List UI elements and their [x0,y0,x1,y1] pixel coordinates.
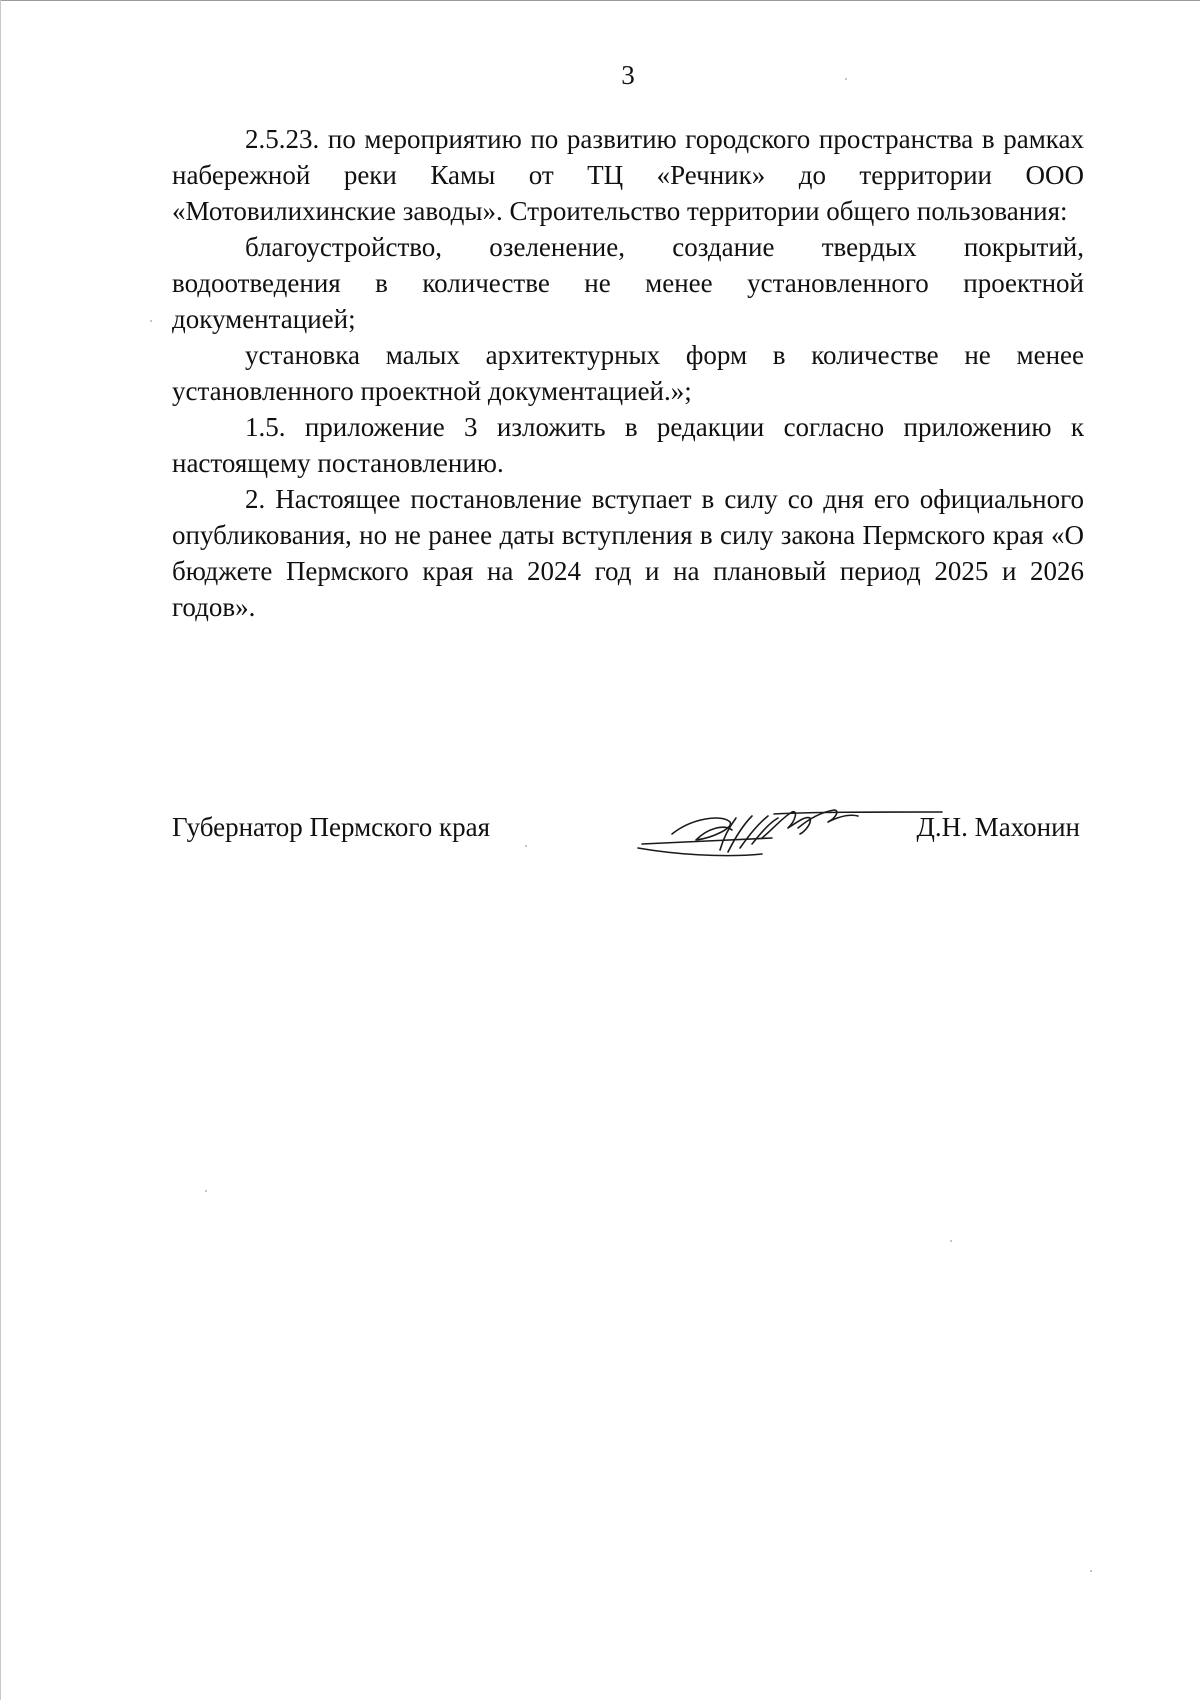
scan-speck [205,1190,207,1192]
paragraph-2-effective-date: 2. Настоящее постановление вступает в силу со дня его официального опубликования, но не ранее даты вступления в силу закона Пермского края «О бюджете Пермского края на 2024 год и на плановый период 2025 и 2026 годов». [172,484,1084,622]
signatory-position: Губернатор Пермского края [172,812,491,842]
scan-edge-left [0,0,1,1700]
scan-speck [1090,1570,1092,1572]
page-number: 3 [621,60,635,90]
scan-speck [150,320,152,322]
paragraph-improvement: благоустройство, озеленение, создание твердых покрытий, водоотведения в количестве не менее установленного проектной документацией; [172,232,1084,334]
scan-edge-top [0,0,1200,1]
paragraph-1-5: 1.5. приложение 3 изложить в редакции согласно приложению к настоящему постановлению. [172,412,1084,478]
scan-speck [950,1240,952,1242]
signatory-name: Д.Н. Махонин [916,812,1080,842]
paragraph-small-forms: установка малых архитектурных форм в количестве не менее установленного проектной документацией.»; [172,340,1084,406]
document-body [172,121,1084,625]
signature-block [172,812,1084,862]
scan-speck [845,78,847,80]
paragraph-2-5-23: 2.5.23. по мероприятию по развитию городского пространства в рамках набережной реки Камы от ТЦ «Речник» до территории ООО «Мотовилихинские заводы». Строительство территории общего пользования: [172,124,1084,226]
scan-speck [525,845,527,847]
